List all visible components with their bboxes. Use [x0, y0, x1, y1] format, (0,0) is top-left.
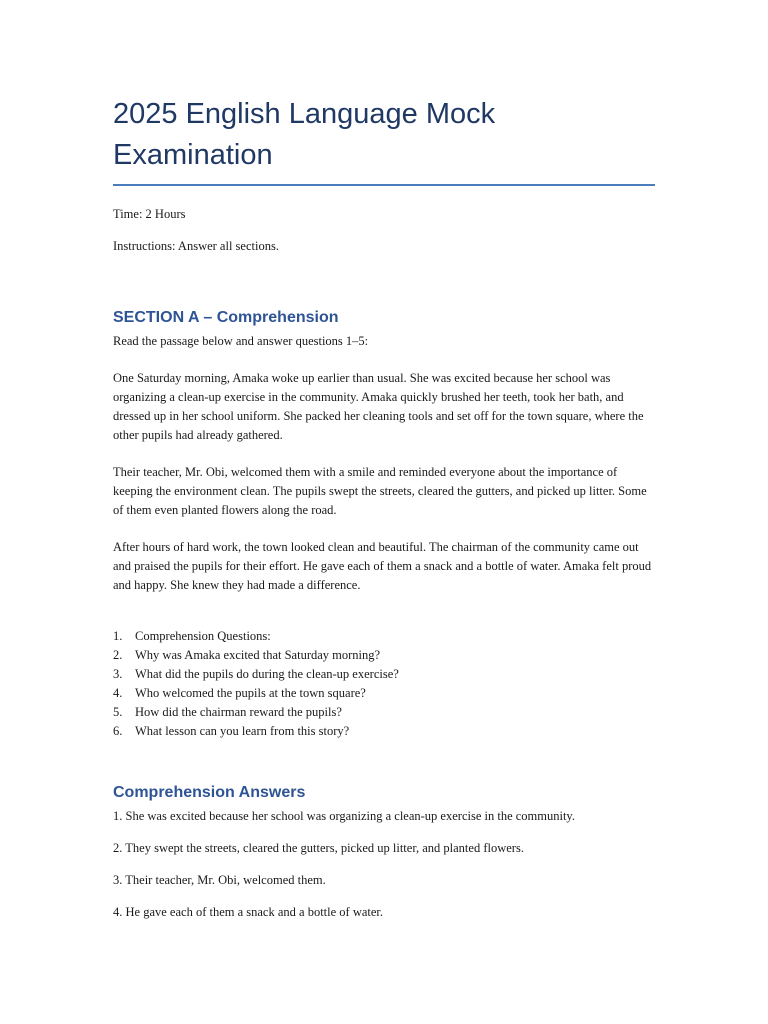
answers-heading: Comprehension Answers	[113, 784, 306, 801]
list-item	[113, 646, 655, 665]
question-number: 2.	[113, 648, 123, 662]
question-number: 4.	[113, 686, 123, 700]
question-number: 1.	[113, 629, 123, 643]
question-text: Comprehension Questions:	[135, 629, 271, 643]
question-number: 6.	[113, 724, 123, 738]
answer-1: 1. She was excited because her school was organizing a clean-up exercise in the community.	[113, 809, 575, 823]
passage-paragraph-2: Their teacher, Mr. Obi, welcomed them with a smile and reminded everyone about the importance of keeping the environment clean. The pupils swept the streets, cleared the gutters, and picked up litter. Some of them even planted flowers along the road.	[113, 465, 647, 517]
section-a-heading: SECTION A – Comprehension	[113, 309, 339, 326]
answer-2: 2. They swept the streets, cleared the gutters, picked up litter, and planted flowers.	[113, 841, 524, 855]
question-text: What did the pupils do during the clean-up exercise?	[135, 667, 399, 681]
list-item	[113, 627, 655, 646]
exam-instructions: Instructions: Answer all sections.	[113, 239, 279, 253]
question-number: 3.	[113, 667, 123, 681]
title-divider	[113, 184, 655, 186]
list-item	[113, 684, 655, 703]
list-item	[113, 703, 655, 722]
passage-paragraph-1: One Saturday morning, Amaka woke up earlier than usual. She was excited because her school was organizing a clean-up exercise in the community. Amaka quickly brushed her teeth, took her bath, and dressed up in her school uniform. She packed her cleaning tools and set off for the town square, where the other pupils had already gathered.	[113, 371, 644, 442]
document-title: 2025 English Language Mock Examination	[113, 98, 496, 171]
question-number: 5.	[113, 705, 123, 719]
answer-3: 3. Their teacher, Mr. Obi, welcomed them.	[113, 873, 326, 887]
list-item	[113, 722, 655, 741]
answer-4: 4. He gave each of them a snack and a bottle of water.	[113, 905, 384, 919]
question-text: Who welcomed the pupils at the town square?	[135, 686, 366, 700]
exam-time: Time: 2 Hours	[113, 207, 186, 221]
question-text: Why was Amaka excited that Saturday morning?	[135, 648, 381, 662]
list-item	[113, 665, 655, 684]
passage-paragraph-3: After hours of hard work, the town looked clean and beautiful. The chairman of the community came out and praised the pupils for their effort. He gave each of them a snack and a bottle of water. Amaka felt proud and happy. She knew they had made a difference.	[113, 540, 652, 592]
comprehension-question-list	[113, 627, 655, 741]
question-text: What lesson can you learn from this story?	[135, 724, 350, 738]
question-text: How did the chairman reward the pupils?	[135, 705, 342, 719]
section-a-intro: Read the passage below and answer questions 1–5:	[113, 334, 369, 348]
